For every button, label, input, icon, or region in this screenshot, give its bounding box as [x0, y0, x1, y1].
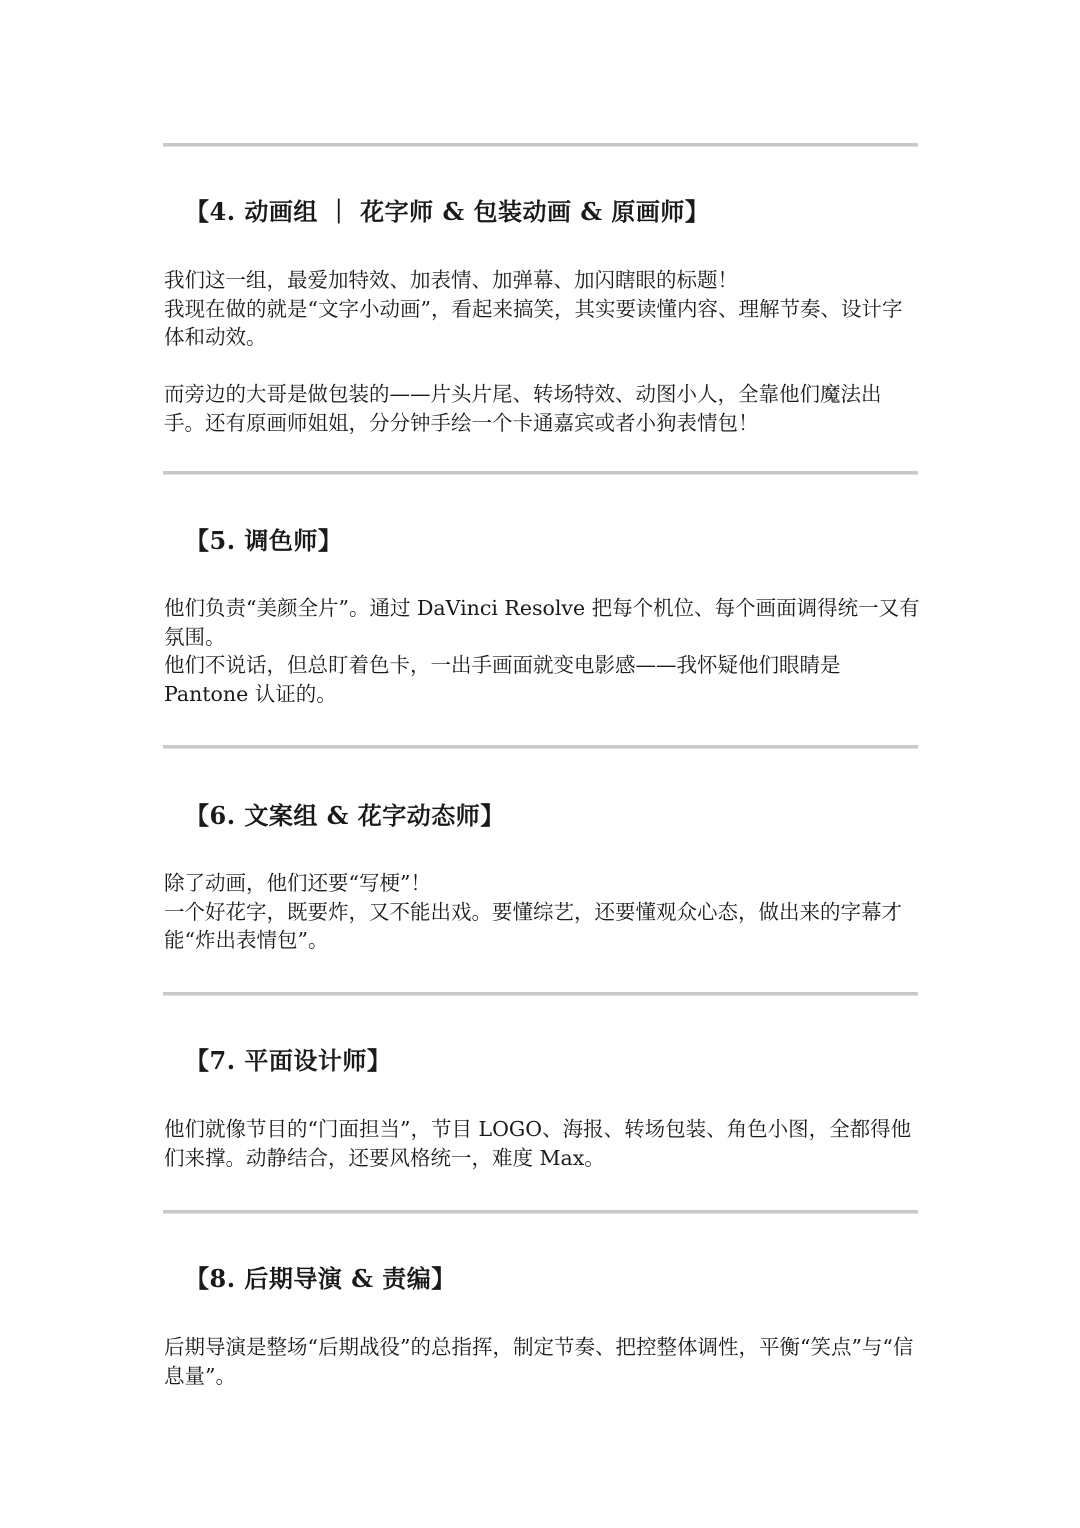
- section-body-4: [164, 266, 920, 437]
- section-heading-5: 【5. 调色师】: [185, 526, 343, 555]
- divider-rule: [163, 1210, 918, 1214]
- section-body-8: [164, 1333, 920, 1390]
- section-body-7: [164, 1115, 920, 1172]
- paragraph: 一个好花字，既要炸，又不能出戏。要懂综艺，还要懂观众心态，做出来的字幕才能“炸出表情包”。: [164, 899, 902, 952]
- paragraph: 后期导演是整场“后期战役”的总指挥，制定节奏、把控整体调性，平衡“笑点”与“信息量”。: [164, 1335, 914, 1388]
- paragraph: 他们不说话，但总盯着色卡，一出手画面就变电影感——我怀疑他们眼睛是 Pantone 认证的。: [164, 653, 841, 706]
- section-heading-8: 【8. 后期导演 & 责编】: [185, 1264, 456, 1293]
- section-heading-4: 【4. 动画组 ｜ 花字师 & 包装动画 & 原画师】: [185, 197, 710, 226]
- paragraph: 我现在做的就是“文字小动画”，看起来搞笑，其实要读懂内容、理解节奏、设计字体和动效。: [164, 296, 903, 349]
- section-heading-6: 【6. 文案组 & 花字动态师】: [185, 801, 505, 830]
- divider-rule: [163, 992, 918, 996]
- paragraph: 除了动画，他们还要“写梗”！: [164, 871, 431, 895]
- paragraph: 他们负责“美颜全片”。通过 DaVinci Resolve 把每个机位、每个画面调得统一又有氛围。: [164, 596, 920, 649]
- section-body-5: [164, 594, 920, 708]
- section-heading-7: 【7. 平面设计师】: [185, 1046, 392, 1075]
- paragraph: 我们这一组，最爱加特效、加表情、加弹幕、加闪瞎眼的标题！: [164, 268, 738, 292]
- paragraph-spacer: [164, 352, 920, 381]
- section-body-6: [164, 869, 920, 955]
- divider-rule: [163, 745, 918, 749]
- paragraph: 他们就像节目的“门面担当”，节目 LOGO、海报、转场包装、角色小图，全都得他们来撑。动静结合，还要风格统一，难度 Max。: [164, 1117, 912, 1170]
- paragraph: 而旁边的大哥是做包装的——片头片尾、转场特效、动图小人，全靠他们魔法出手。还有原画师姐姐，分分钟手绘一个卡通嘉宾或者小狗表情包！: [164, 382, 882, 435]
- divider-rule: [163, 143, 918, 147]
- divider-rule: [163, 471, 918, 475]
